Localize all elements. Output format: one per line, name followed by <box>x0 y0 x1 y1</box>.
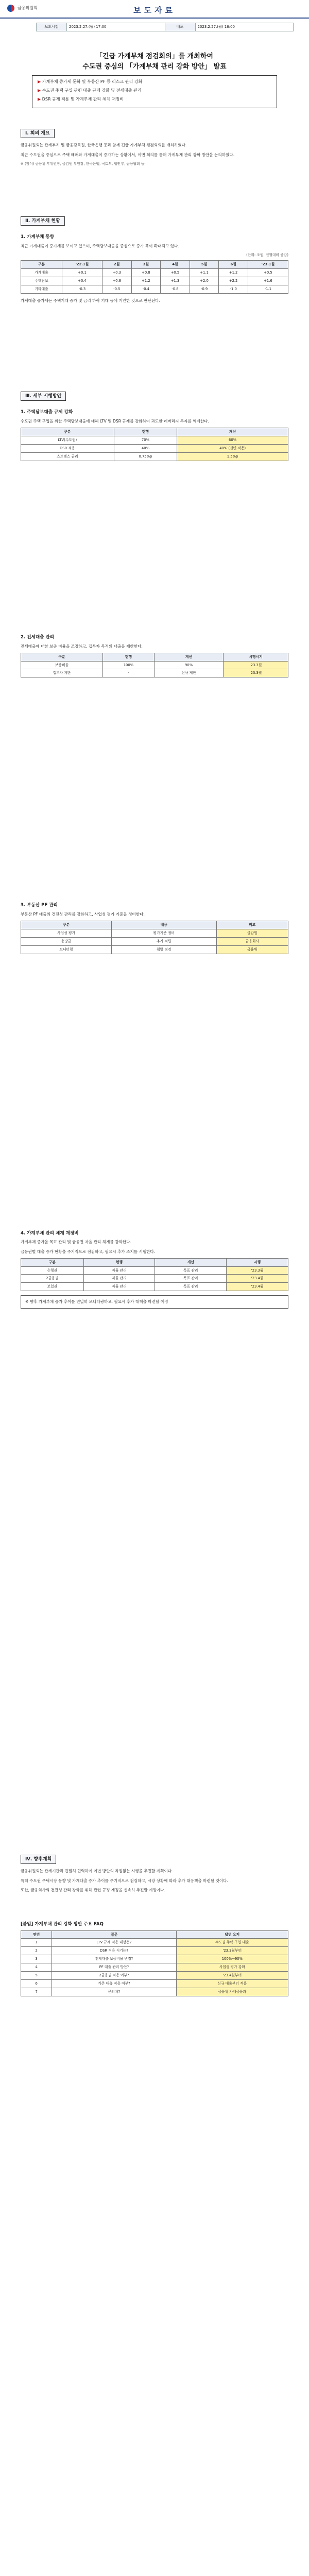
table-row <box>21 661 288 669</box>
table-cell: 충당금 <box>21 937 112 945</box>
spacer <box>21 1896 288 1917</box>
table-row <box>21 1947 288 1955</box>
org-name: 금융위원회 <box>18 6 38 10</box>
table-cell: -0.9 <box>190 285 219 293</box>
table-cell: '23.3월 <box>224 669 288 677</box>
table-cell: -0.3 <box>62 285 102 293</box>
column-header: 질문 <box>52 1930 176 1939</box>
table-cell: 5 <box>21 1971 52 1979</box>
table-cell: 목표 관리 <box>155 1283 227 1291</box>
table-cell: +1.1 <box>190 269 219 277</box>
table-cell: +0.4 <box>62 277 102 285</box>
table-cell: +1.3 <box>161 277 190 285</box>
table-row <box>21 285 288 293</box>
table-cell: 60% <box>177 436 288 445</box>
table-cell: '23.4월부터 <box>176 1971 288 1979</box>
table-row <box>21 1266 288 1275</box>
subsection-title: 2. 전세대출 관리 <box>21 634 55 640</box>
table-cell: +2.2 <box>219 277 248 285</box>
subsection-title: 4. 가계부채 관리 체계 재정비 <box>21 1230 79 1236</box>
table-cell: -0.5 <box>102 285 132 293</box>
table-cell: 보험권 <box>21 1283 84 1291</box>
table-cell: 보증비율 <box>21 661 103 669</box>
column-header: 시행 <box>227 1258 288 1266</box>
table-cell: +0.5 <box>161 269 190 277</box>
table-cell: 자율 관리 <box>83 1283 155 1291</box>
column-header: 5월 <box>190 261 219 269</box>
section-title: Ⅲ. 세부 시행방안 <box>21 392 66 401</box>
main-headline <box>31 52 278 72</box>
mortgage-rules-table <box>21 428 288 461</box>
paragraph: 전세대출에 대한 보증 비율을 조정하고, 갭투자 목적의 대출을 제한한다. <box>21 643 143 649</box>
table-cell: 은행권 <box>21 1266 84 1275</box>
spacer <box>21 465 288 630</box>
table-header-row <box>21 428 288 436</box>
table-cell: +0.8 <box>131 269 161 277</box>
table-row <box>21 452 288 461</box>
debt-trend-table <box>21 260 288 294</box>
table-cell: 금융회사 <box>216 937 288 945</box>
column-header: 개선 <box>154 653 223 661</box>
column-header: 개선 <box>155 1258 227 1266</box>
summary-text: DSR 규제 적용 및 가계부채 관리 체계 재정비 <box>42 96 124 101</box>
arrow-icon: ▶ <box>38 96 42 101</box>
meta-value: 2023.2.27.(월) 16:00 <box>195 23 294 31</box>
table-row <box>21 669 288 677</box>
note: ※ (참석) 금융위 부위원장, 금감원 부원장, 한국은행, 국토부, 행안부, 금융협회 등 <box>21 161 145 166</box>
table-cell: 1 <box>21 1939 52 1947</box>
table-cell: 문의처? <box>52 1988 176 1996</box>
headline-text: 「긴급 가계부채 점검회의」를 개최하여 수도권 중심의 「가계부채 관리 강화 방안」 발표 <box>82 53 227 71</box>
table-cell: 사업성 평가 강화 <box>176 1963 288 1972</box>
notice-box: ※ 향후 가계부채 증가 추이를 면밀히 모니터링하고, 필요시 추가 대책을 마련할 예정 <box>21 1295 288 1309</box>
column-header: '23.1월 <box>248 261 288 269</box>
summary-item <box>38 96 271 103</box>
paragraph: 금융위원회는 관계기관과 긴밀히 협력하여 이번 방안의 차질없는 시행을 추진할 계획이다. <box>21 1869 173 1874</box>
table-cell: 신규 제한 <box>154 669 223 677</box>
column-header: 현행 <box>83 1258 155 1266</box>
arrow-icon: ▶ <box>38 88 42 93</box>
table-header-row <box>21 653 288 661</box>
column-header: 개선 <box>177 428 288 436</box>
table-cell: +0.5 <box>248 269 288 277</box>
column-header: 연번 <box>21 1930 52 1939</box>
table-cell: -1.0 <box>219 285 248 293</box>
column-header: 4월 <box>161 261 190 269</box>
release-meta-table <box>36 23 294 31</box>
table-row <box>21 1979 288 1988</box>
subsection-title: 1. 가계부채 동향 <box>21 234 55 240</box>
table-cell: 기존 대출 적용 여부? <box>52 1979 176 1988</box>
table-cell: PF 대출 관리 방안? <box>52 1963 176 1972</box>
table-cell: 금융위 <box>216 945 288 954</box>
paragraph: 또한, 금융회사의 건전성 관리 강화를 위해 관련 규정 개정을 신속히 추진할 예정이다. <box>21 1887 165 1892</box>
table-cell: 수도권 주택 구입 대출 <box>176 1939 288 1947</box>
table-cell: 자율 관리 <box>83 1275 155 1283</box>
column-header: 현행 <box>102 653 154 661</box>
faq-title: [붙임] 가계부채 관리 강화 방안 주요 FAQ <box>21 1921 104 1927</box>
table-cell: 2 <box>21 1947 52 1955</box>
table-cell: '23.3월 <box>227 1266 288 1275</box>
jeonse-loan-table <box>21 653 288 678</box>
table-row <box>21 1275 288 1283</box>
table-cell: '23.3월부터 <box>176 1947 288 1955</box>
table-row <box>21 945 288 954</box>
table-cell: 2금융권 <box>21 1275 84 1283</box>
table-row <box>21 1283 288 1291</box>
table-cell: 90% <box>154 661 223 669</box>
summary-item <box>38 79 271 86</box>
table-cell: 신규 대출부터 적용 <box>176 1979 288 1988</box>
section-title: Ⅰ. 회의 개요 <box>21 129 55 138</box>
table-cell: 3 <box>21 1955 52 1963</box>
column-header: 구분 <box>21 921 112 929</box>
table-cell: -0.4 <box>131 285 161 293</box>
section-future-plan <box>21 1855 288 2001</box>
column-header: 구분 <box>21 1258 84 1266</box>
table-cell: 스트레스 금리 <box>21 452 114 461</box>
column-header: 구분 <box>21 428 114 436</box>
paragraph: 수도권 주택 구입을 위한 주택담보대출에 대해 LTV 및 DSR 규제를 강화하여 과도한 레버리지 투자를 억제한다. <box>21 419 209 424</box>
section-status <box>21 216 288 307</box>
paragraph: 금융권별 대출 증가 현황을 주기적으로 점검하고, 필요시 추가 조치를 시행한다. <box>21 1249 156 1254</box>
spacer <box>21 682 288 898</box>
table-cell: DSR 적용 시기는? <box>52 1947 176 1955</box>
table-cell: 70% <box>114 436 177 445</box>
table-cell: 2금융권 적용 여부? <box>52 1971 176 1979</box>
paragraph: 특히 수도권 주택시장 동향 및 가계대출 증가 추이를 주기적으로 점검하고, 시장 상황에 따라 추가 대응책을 마련할 것이다. <box>21 1878 228 1883</box>
table-cell: 0.75%p <box>114 452 177 461</box>
section-title: Ⅱ. 가계부채 현황 <box>21 216 65 226</box>
meta-value: 2023.2.27.(월) 17:00 <box>67 23 165 31</box>
column-header: '22.1월 <box>62 261 102 269</box>
subsection-title: 1. 주택담보대출 규제 강화 <box>21 410 73 415</box>
table-cell: 평가기준 정비 <box>112 929 217 938</box>
paragraph: 부동산 PF 대출의 건전성 관리를 강화하고, 사업성 평가 기준을 정비한다. <box>21 912 145 917</box>
table-header-row <box>21 1258 288 1266</box>
table-cell: 1.5%p <box>177 452 288 461</box>
table-cell: 100%→90% <box>176 1955 288 1963</box>
table-cell: '23.4월 <box>227 1283 288 1291</box>
column-header: 현행 <box>114 428 177 436</box>
table-cell: 목표 관리 <box>155 1275 227 1283</box>
column-header: 내용 <box>112 921 217 929</box>
table-cell: 전세대출 보증비율 변경? <box>52 1955 176 1963</box>
table-header-row <box>21 921 288 929</box>
column-header: 6월 <box>219 261 248 269</box>
paragraph: 최근 수도권을 중심으로 주택 매매와 가계대출이 증가하는 상황에서, 이번 회의를 통해 가계부채 관리 강화 방안을 논의하였다. <box>21 152 235 157</box>
summary-item <box>38 88 271 94</box>
table-cell: 40% <box>114 445 177 453</box>
table-cell: +2.0 <box>190 277 219 285</box>
debt-management-table <box>21 1258 288 1292</box>
table-row <box>21 436 288 445</box>
column-header: 2월 <box>102 261 132 269</box>
table-cell: '23.3월 <box>224 661 288 669</box>
column-header: 비고 <box>216 921 288 929</box>
table-cell: 6 <box>21 1979 52 1988</box>
table-row <box>21 269 288 277</box>
table-cell: 기타대출 <box>21 285 62 293</box>
column-header: 구분 <box>21 653 103 661</box>
table-header-row <box>21 261 288 269</box>
table-header-row <box>21 1930 288 1939</box>
press-release-title: 보도자료 <box>133 6 176 15</box>
subsection-title: 3. 부동산 PF 관리 <box>21 903 58 908</box>
paragraph: 최근 가계대출이 증가세를 보이고 있으며, 주택담보대출을 중심으로 증가 폭이 확대되고 있다. <box>21 244 179 249</box>
paragraph: 금융위원회는 관계부처 및 금융감독원, 한국은행 등과 함께 긴급 가계부채 점검회의를 개최하였다. <box>21 143 187 148</box>
table-cell: 자율 관리 <box>83 1266 155 1275</box>
table-cell: 금융위 가계금융과 <box>176 1988 288 1996</box>
table-row <box>21 445 288 453</box>
pf-management-table <box>21 921 288 954</box>
meta-key: 보도시점 <box>37 23 67 31</box>
table-cell: 갭투자 제한 <box>21 669 103 677</box>
table-cell: +0.8 <box>102 277 132 285</box>
table-row <box>21 937 288 945</box>
table-row <box>21 1939 288 1947</box>
table-cell: 7 <box>21 1988 52 1996</box>
section-title: Ⅳ. 향후계획 <box>21 1855 56 1864</box>
table-row <box>21 1971 288 1979</box>
table-unit: (단위: 조원, 전월대비 증감) <box>246 253 288 258</box>
table-cell: +1.6 <box>248 277 288 285</box>
summary-box <box>32 75 277 108</box>
table-cell: 100% <box>102 661 154 669</box>
table-row <box>21 277 288 285</box>
column-header: 3월 <box>131 261 161 269</box>
column-header: 구분 <box>21 261 62 269</box>
meta-key: 배포 <box>165 23 195 31</box>
arrow-icon: ▶ <box>38 79 42 84</box>
table-cell: 사업성 평가 <box>21 929 112 938</box>
table-cell: - <box>102 669 154 677</box>
spacer <box>21 958 288 1226</box>
table-cell: '23.4월 <box>227 1275 288 1283</box>
table-cell: +1.2 <box>131 277 161 285</box>
table-cell: +0.3 <box>102 269 132 277</box>
meta-row <box>37 23 294 31</box>
table-cell: +0.1 <box>62 269 102 277</box>
summary-text: 가계부채 증가세 둔화 및 부동산 PF 등 리스크 관리 강화 <box>42 79 143 84</box>
table-cell: 목표 관리 <box>155 1266 227 1275</box>
faq-table <box>21 1930 288 1996</box>
paragraph: 가계대출 증가세는 주택거래 증가 및 금리 하락 기대 등에 기인한 것으로 판단된다. <box>21 298 161 303</box>
table-cell: 월별 점검 <box>112 945 217 954</box>
table-cell: 40% (전면 적용) <box>177 445 288 453</box>
table-row <box>21 1963 288 1972</box>
table-cell: -1.1 <box>248 285 288 293</box>
table-row <box>21 1955 288 1963</box>
table-cell: 추가 적립 <box>112 937 217 945</box>
table-cell: +1.2 <box>219 269 248 277</box>
section-overview <box>21 129 288 169</box>
header-bar <box>0 0 309 19</box>
table-cell: 금감원 <box>216 929 288 938</box>
table-row <box>21 929 288 938</box>
table-row <box>21 1988 288 1996</box>
table-cell: DSR 적용 <box>21 445 114 453</box>
table-cell: -0.8 <box>161 285 190 293</box>
table-cell: 4 <box>21 1963 52 1972</box>
table-cell: LTV 규제 적용 대상은? <box>52 1939 176 1947</box>
table-cell: 가계대출 <box>21 269 62 277</box>
section-measures <box>21 392 288 1312</box>
table-cell: LTV(수도권) <box>21 436 114 445</box>
summary-text: 수도권 주택 구입 관련 대출 규제 강화 및 전세대출 관리 <box>42 88 142 93</box>
table-cell: 주택담보 <box>21 277 62 285</box>
paragraph: 가계부채 증가율 목표 관리 및 금융권 자율 관리 체계를 강화한다. <box>21 1240 131 1245</box>
column-header: 답변 요지 <box>176 1930 288 1939</box>
column-header: 시행시기 <box>224 653 288 661</box>
table-cell: 모니터링 <box>21 945 112 954</box>
